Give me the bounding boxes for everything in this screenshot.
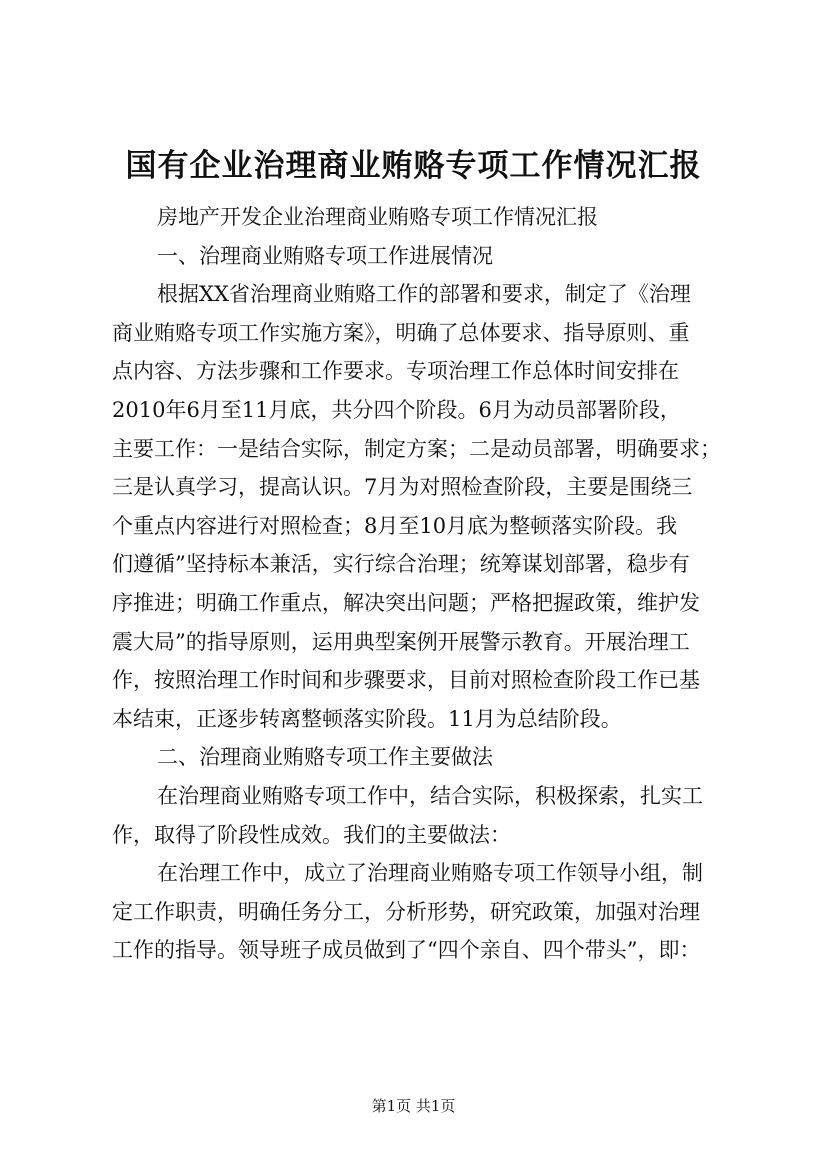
body-line: 作，取得了阶段性成效。我们的主要做法： [112, 822, 511, 847]
body-line: 震大局”的指导原则，运用典型案例开展警示教育。开展治理工 [112, 629, 690, 654]
body-line: 在治理商业贿赂专项工作中，结合实际，积极探索，扎实工 [157, 783, 703, 808]
body-line: 点内容、方法步骤和工作要求。专项治理工作总体时间安排在 [112, 359, 679, 384]
section-heading: 一、治理商业贿赂专项工作进展情况 [157, 243, 493, 268]
document-body [112, 198, 737, 970]
body-line: 2010年6月至11月底，共分四个阶段。6月为动员部署阶段， [112, 397, 681, 422]
body-line: 根据XX省治理商业贿赂工作的部署和要求，制定了《治理 [157, 282, 691, 307]
body-line: 主要工作：一是结合实际，制定方案；二是动员部署，明确要求； [112, 436, 721, 461]
page-footer: 第1页 共1页 [371, 1097, 456, 1115]
body-line: 三是认真学习，提高认识。7月为对照检查阶段，主要是围绕三 [112, 475, 693, 500]
section-heading: 二、治理商业贿赂专项工作主要做法 [157, 745, 493, 770]
body-line: 在治理工作中，成立了治理商业贿赂专项工作领导小组，制 [157, 861, 703, 886]
body-line: 商业贿赂专项工作实施方案》，明确了总体要求、指导原则、重 [112, 320, 690, 345]
body-line: 作，按照治理工作时间和步骤要求，目前对照检查阶段工作已基 [112, 668, 700, 693]
body-line: 定工作职责，明确任务分工，分析形势，研究政策，加强对治理 [112, 899, 700, 924]
body-line: 个重点内容进行对照检查；8月至10月底为整顿落实阶段。我 [112, 513, 678, 538]
document-title: 国有企业治理商业贿赂专项工作情况汇报 [125, 148, 702, 184]
body-line: 工作的指导。领导班子成员做到了“四个亲自、四个带头”，即： [112, 938, 701, 963]
body-line: 房地产开发企业治理商业贿赂专项工作情况汇报 [157, 205, 598, 229]
body-line: 本结束，正逐步转离整顿落实阶段。11月为总结阶段。 [112, 706, 622, 731]
body-line: 序推进；明确工作重点，解决突出问题；严格把握政策，维护发 [112, 590, 700, 615]
body-line: 们遵循”坚持标本兼活，实行综合治理；统筹谋划部署，稳步有 [112, 552, 690, 577]
